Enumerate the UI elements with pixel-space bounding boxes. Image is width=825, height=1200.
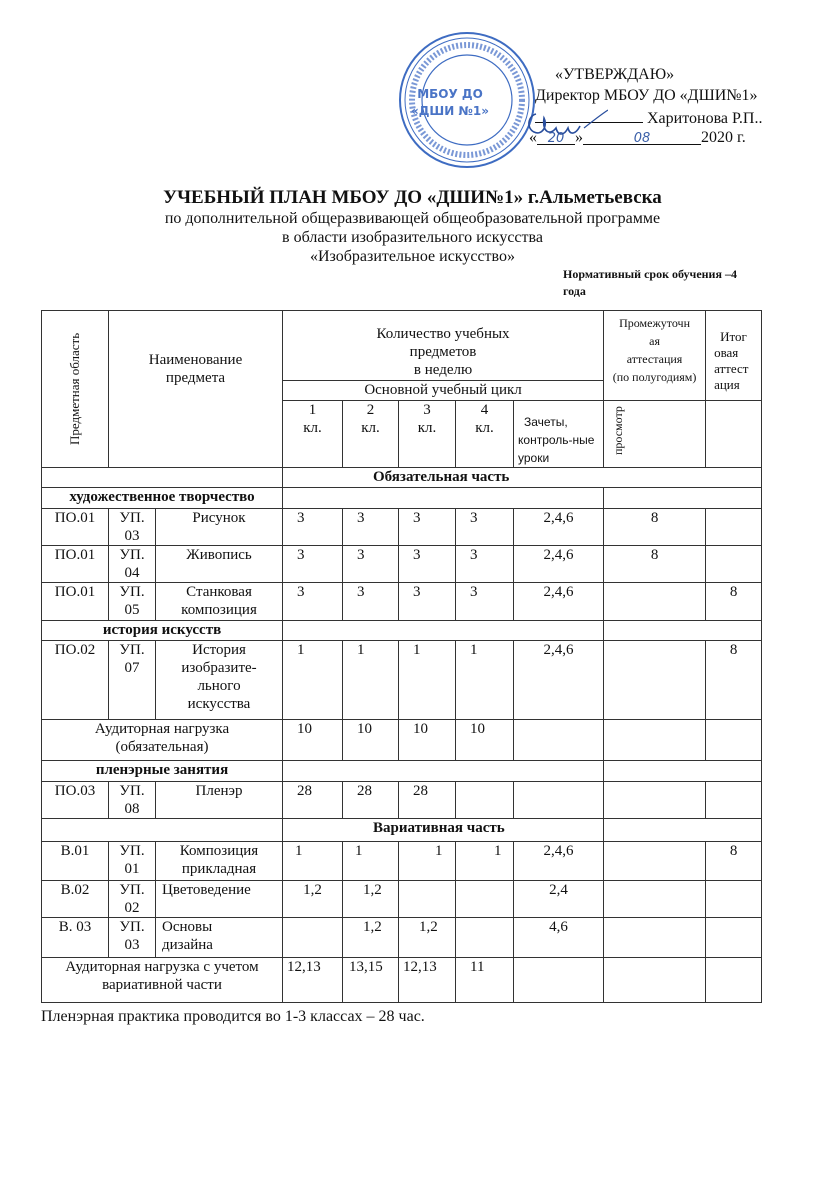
table-row-design-basics — [42, 918, 762, 958]
cell-grade-1: 28 — [283, 782, 343, 819]
cell-code — [109, 509, 156, 546]
cell-tests: 2,4,6 — [514, 641, 604, 720]
header-grade-2 — [343, 401, 399, 468]
header-final-line2: овая — [714, 345, 739, 360]
section-mandatory-empty — [42, 468, 283, 488]
cell-area: В.01 — [42, 842, 109, 881]
cell-grade-1: 10 — [283, 720, 343, 761]
cell-area: ПО.03 — [42, 782, 109, 819]
section-variable-title: Вариативная часть — [283, 819, 604, 842]
cell-tests — [514, 720, 604, 761]
header-hours — [283, 311, 604, 381]
cell-area: В.02 — [42, 881, 109, 918]
subtitle-line-2: в области изобразительного искусства — [282, 229, 543, 246]
stamp-text-line1: МБОУ ДО — [417, 87, 483, 101]
header-final — [706, 311, 762, 401]
cell-code — [109, 881, 156, 918]
cell-grade-1 — [283, 918, 343, 958]
table-row-composition-applied — [42, 842, 762, 881]
cell-subject: Станковая композиция — [156, 583, 283, 621]
cell-code-prefix: УП. — [119, 783, 145, 799]
section-plein-air-empty-2 — [604, 761, 762, 782]
cell-grade-4 — [456, 782, 514, 819]
section-row-mandatory — [42, 468, 762, 488]
cell-code — [109, 918, 156, 958]
document-title: УЧЕБНЫЙ ПЛАН МБОУ ДО «ДШИ№1» г.Альметьевска — [163, 187, 662, 208]
director-name: Харитонова Р.П.. — [647, 110, 763, 127]
table-row-plein-air — [42, 782, 762, 819]
table-row-stankovaya — [42, 583, 762, 621]
cell-grade-2: 1 — [343, 842, 399, 881]
section-plein-air-empty-1 — [283, 761, 604, 782]
approve-label: «УТВЕРЖДАЮ» — [555, 66, 675, 83]
cell-review — [604, 583, 706, 621]
cell-review — [604, 881, 706, 918]
cell-code-prefix: УП. — [119, 882, 145, 898]
cell-grade-1: 3 — [283, 509, 343, 546]
table-row-risunok — [42, 509, 762, 546]
cell-grade-4: 3 — [456, 509, 514, 546]
cell-code — [109, 842, 156, 881]
section-mandatory-title: Обязательная часть — [283, 468, 762, 488]
date-month: 08 — [583, 128, 701, 145]
cell-grade-3: 28 — [399, 782, 456, 819]
cell-tests: 2,4,6 — [514, 842, 604, 881]
study-term-line-2: года — [563, 284, 586, 298]
section-row-variable — [42, 819, 762, 842]
cell-grade-2: 1 — [343, 641, 399, 720]
cell-grade-2: 3 — [343, 546, 399, 583]
section-row-art-history — [42, 621, 762, 641]
cell-review: 8 — [604, 546, 706, 583]
header-subject-area-label: Предметная область — [67, 332, 82, 446]
grade-2-number: 2 — [366, 402, 375, 418]
cell-grade-1: 12,13 — [283, 958, 343, 1003]
cell-grade-2: 13,15 — [343, 958, 399, 1003]
cell-grade-4: 1 — [456, 842, 514, 881]
header-review-label: просмотр — [611, 406, 626, 455]
cell-final — [706, 720, 762, 761]
cell-code-number: 01 — [124, 861, 140, 877]
cell-total-mandatory-label: Аудиторная нагрузка (обязательная) — [42, 720, 283, 761]
header-intermediate-line4: (по полугодиям) — [612, 370, 697, 384]
grade-1-label: кл. — [303, 420, 322, 436]
cell-code-number: 04 — [124, 565, 140, 581]
header-intermediate-line2: ая — [649, 334, 660, 348]
cell-subject: Пленэр — [156, 782, 283, 819]
cell-subject: История изобразите-льного искусства — [156, 641, 283, 720]
cell-final — [706, 958, 762, 1003]
study-term-line-1: Нормативный срок обучения –4 — [563, 267, 737, 281]
header-grade-1 — [283, 401, 343, 468]
section-art-history-title: история искусств — [42, 621, 283, 641]
cell-subject: Живопись — [156, 546, 283, 583]
cell-grade-3: 3 — [399, 583, 456, 621]
cell-code-number: 02 — [124, 900, 140, 916]
cell-review: 8 — [604, 509, 706, 546]
cell-area: ПО.01 — [42, 509, 109, 546]
header-final-line4: ация — [714, 377, 740, 392]
cell-area: ПО.01 — [42, 546, 109, 583]
cell-code-prefix: УП. — [119, 510, 145, 526]
cell-subject: Цветоведение — [156, 881, 283, 918]
header-subject-name-line1: Наименование — [148, 352, 243, 368]
cell-grade-2: 3 — [343, 583, 399, 621]
header-row-1 — [42, 311, 762, 381]
cell-grade-4 — [456, 881, 514, 918]
cell-code — [109, 546, 156, 583]
header-tests-line3: уроки — [518, 451, 550, 465]
cell-grade-4: 3 — [456, 546, 514, 583]
director-position: Директор МБОУ ДО «ДШИ№1» — [535, 87, 758, 104]
cell-final: 8 — [706, 641, 762, 720]
section-art-creativity-title: художественное творчество — [42, 488, 283, 509]
cell-subject: Основы дизайна — [156, 918, 283, 958]
cell-code-number: 07 — [124, 660, 140, 676]
cell-grade-4: 1 — [456, 641, 514, 720]
cell-tests — [514, 782, 604, 819]
handwritten-signature-icon — [498, 106, 608, 146]
table-row-total-mandatory — [42, 720, 762, 761]
document-header — [0, 187, 825, 266]
section-row-plein-air — [42, 761, 762, 782]
section-variable-empty — [42, 819, 283, 842]
header-tests-line1: Зачеты, — [524, 415, 568, 429]
cell-grade-3 — [399, 881, 456, 918]
cell-area: В. 03 — [42, 918, 109, 958]
cell-tests: 2,4,6 — [514, 583, 604, 621]
cell-subject: Композиция прикладная — [156, 842, 283, 881]
cell-grade-2: 1,2 — [343, 918, 399, 958]
grade-1-number: 1 — [308, 402, 317, 418]
subtitle-line-1: по дополнительной общеразвивающей общеобразовательной программе — [164, 210, 661, 227]
grade-3-number: 3 — [423, 402, 431, 418]
cell-grade-3: 1 — [399, 641, 456, 720]
cell-review — [604, 918, 706, 958]
cell-code-number: 05 — [124, 602, 140, 618]
section-plein-air-title: пленэрные занятия — [42, 761, 283, 782]
cell-grade-3: 1,2 — [399, 918, 456, 958]
grade-2-label: кл. — [361, 420, 380, 436]
cell-grade-2: 3 — [343, 509, 399, 546]
cell-grade-1: 1,2 — [283, 881, 343, 918]
header-tests-line2: контроль-ные — [518, 433, 595, 447]
header-subject-name-line2: предмета — [165, 370, 226, 386]
header-subject-name — [109, 311, 283, 468]
cell-review — [604, 641, 706, 720]
cell-grade-3: 10 — [399, 720, 456, 761]
header-review — [604, 401, 706, 468]
table-row-art-history — [42, 641, 762, 720]
table-row-total-with-variable — [42, 958, 762, 1003]
cell-final — [706, 881, 762, 918]
section-row-art-creativity — [42, 488, 762, 509]
cell-code-prefix: УП. — [119, 843, 145, 859]
cell-review — [604, 842, 706, 881]
cell-grade-1: 1 — [283, 641, 343, 720]
table-row-color-science — [42, 881, 762, 918]
date-year: 2020 г. — [701, 129, 746, 146]
section-art-creativity-empty-1 — [283, 488, 604, 509]
grade-3-label: кл. — [417, 420, 437, 436]
cell-tests: 4,6 — [514, 918, 604, 958]
grade-4-number: 4 — [480, 402, 489, 418]
section-art-creativity-empty-2 — [604, 488, 762, 509]
seal-stamp-icon — [398, 31, 536, 169]
header-hours-line3: в неделю — [413, 362, 473, 378]
cell-code-prefix: УП. — [119, 642, 145, 658]
cell-area: ПО.01 — [42, 583, 109, 621]
cell-code — [109, 782, 156, 819]
cell-tests — [514, 958, 604, 1003]
header-final-line1: Итог — [720, 329, 747, 344]
cell-code-number: 03 — [124, 937, 140, 953]
date-day: 20 — [537, 128, 575, 145]
cell-grade-4: 3 — [456, 583, 514, 621]
cell-final — [706, 546, 762, 583]
cell-final: 8 — [706, 842, 762, 881]
cell-code-number: 08 — [124, 801, 140, 817]
header-intermediate — [604, 311, 706, 401]
cell-grade-1: 1 — [283, 842, 343, 881]
cell-grade-3: 1 — [399, 842, 456, 881]
cell-grade-4: 11 — [456, 958, 514, 1003]
study-term — [563, 266, 803, 300]
header-final-line3: аттест — [714, 361, 749, 376]
subtitle-line-3: «Изобразительное искусство» — [310, 248, 515, 265]
cell-grade-1: 3 — [283, 546, 343, 583]
grade-4-label: кл. — [475, 420, 494, 436]
cell-code-prefix: УП. — [119, 547, 145, 563]
cell-grade-4 — [456, 918, 514, 958]
cell-final — [706, 918, 762, 958]
cell-code-number: 03 — [124, 528, 140, 544]
plein-air-footnote: Пленэрная практика проводится во 1-3 классах – 28 час. — [41, 1008, 425, 1025]
cell-grade-2: 28 — [343, 782, 399, 819]
cell-final — [706, 782, 762, 819]
cell-grade-2: 10 — [343, 720, 399, 761]
cell-total-variable-label: Аудиторная нагрузка с учетом вариативной части — [42, 958, 283, 1003]
curriculum-table — [41, 310, 762, 1003]
cell-tests: 2,4 — [514, 881, 604, 918]
header-grade-4 — [456, 401, 514, 468]
cell-grade-4: 10 — [456, 720, 514, 761]
cell-code-prefix: УП. — [119, 584, 145, 600]
cell-code — [109, 583, 156, 621]
cell-grade-3: 3 — [399, 509, 456, 546]
cell-tests: 2,4,6 — [514, 546, 604, 583]
date-quote-close: » — [575, 129, 583, 146]
table-row-zhivopis — [42, 546, 762, 583]
cell-review — [604, 958, 706, 1003]
cell-grade-3: 12,13 — [399, 958, 456, 1003]
cell-review — [604, 720, 706, 761]
header-hours-line2: предметов — [409, 344, 477, 360]
header-intermediate-line1: Промежуточн — [619, 316, 690, 330]
header-intermediate-line3: аттестация — [626, 352, 683, 366]
cell-grade-3: 3 — [399, 546, 456, 583]
header-hours-line1: Количество учебных — [376, 326, 510, 342]
section-variable-empty-2 — [604, 819, 762, 842]
cell-review — [604, 782, 706, 819]
header-main-cycle: Основной учебный цикл — [283, 381, 604, 401]
header-final-empty — [706, 401, 762, 468]
header-subject-area — [42, 311, 109, 468]
date-quote-open: « — [529, 129, 537, 146]
section-art-history-empty-1 — [283, 621, 604, 641]
cell-subject: Рисунок — [156, 509, 283, 546]
section-art-history-empty-2 — [604, 621, 762, 641]
header-tests — [514, 401, 604, 468]
cell-final — [706, 509, 762, 546]
cell-code — [109, 641, 156, 720]
cell-grade-1: 3 — [283, 583, 343, 621]
cell-tests: 2,4,6 — [514, 509, 604, 546]
cell-area: ПО.02 — [42, 641, 109, 720]
cell-grade-2: 1,2 — [343, 881, 399, 918]
cell-code-prefix: УП. — [119, 919, 145, 935]
header-grade-3 — [399, 401, 456, 468]
cell-final: 8 — [706, 583, 762, 621]
stamp-text-line2: «ДШИ №1» — [410, 104, 490, 118]
